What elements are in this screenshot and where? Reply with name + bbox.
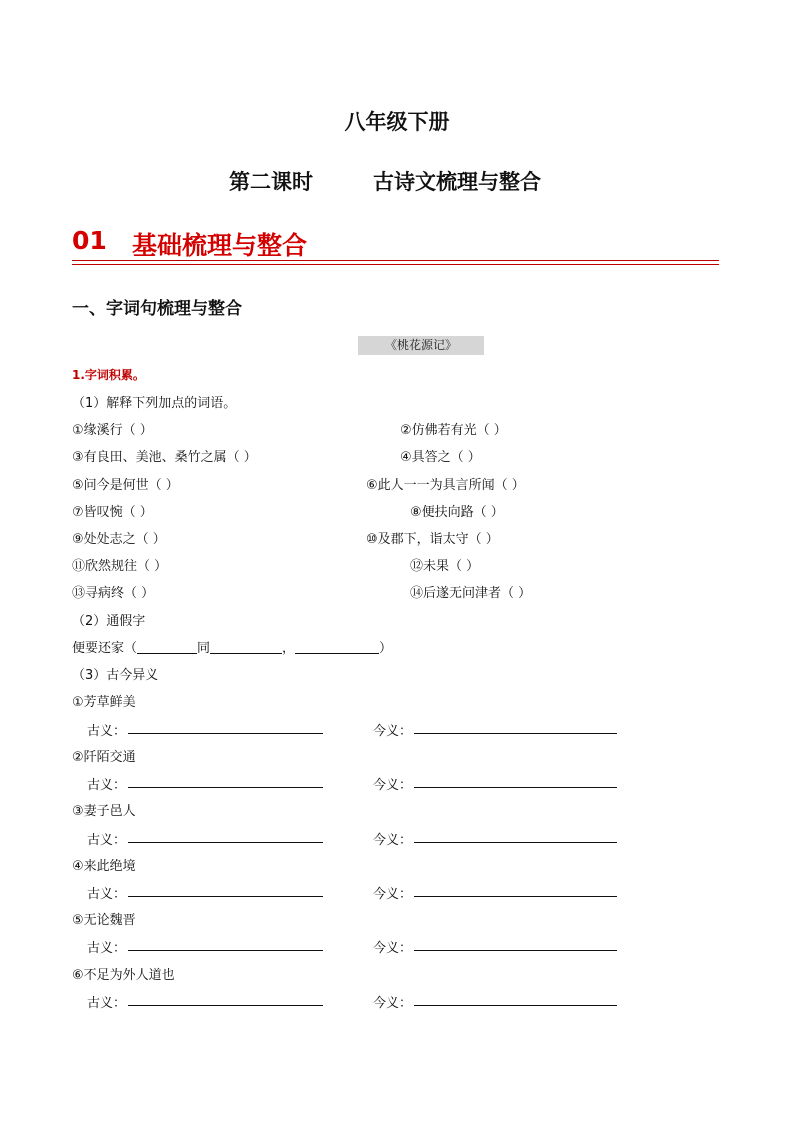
vocab-item: ⑥此人一一为具言所闻（ ） [366,478,525,493]
jin-label: 今义： [373,724,413,739]
lesson-number: 第二课时 [229,170,313,194]
document-title: 八年级下册 [344,110,450,134]
jin-label: 今义： [373,887,413,902]
gu-label: 古义： [87,941,127,956]
tongjia-sentence [72,637,392,656]
vocab-item: ①缘溪行（ ） [72,423,153,438]
vocab-item: ③有良田、美池、桑竹之属（ ） [72,450,257,465]
gu-label: 古义： [87,724,127,739]
accumulation-heading: 1.字词积累。 [72,368,145,382]
section-number: 01 [72,226,107,255]
gu-label: 古义： [87,887,127,902]
jin-answer-line[interactable] [414,733,617,734]
gujin-word: ④来此绝境 [72,859,136,874]
gu-label: 古义： [87,778,127,793]
gu-answer-line[interactable] [128,842,323,843]
gujin-word: ⑥不足为外人道也 [72,968,175,983]
vocab-item: ⑨处处志之（ ） [72,532,166,547]
jin-answer-line[interactable] [414,1005,617,1006]
vocab-item: ⑧便扶向路（ ） [410,505,504,520]
jin-answer-line[interactable] [414,950,617,951]
vocab-item: ⑭后遂无问津者（ ） [410,586,532,601]
jin-answer-line[interactable] [414,842,617,843]
section-title: 基础梳理与整合 [132,231,308,260]
tongjia-blank-1[interactable] [137,640,197,654]
jin-label: 今义： [373,833,413,848]
tongjia-suffix: ） [379,641,393,656]
jin-answer-line[interactable] [414,896,617,897]
jin-label: 今义： [373,996,413,1011]
vocab-item: ⑬寻病终（ ） [72,586,155,601]
section-divider [72,260,719,261]
vocab-item: ⑪欣然规往（ ） [72,559,168,574]
gu-answer-line[interactable] [128,896,323,897]
gu-answer-line[interactable] [128,1005,323,1006]
jin-label: 今义： [373,778,413,793]
gu-answer-line[interactable] [128,733,323,734]
tongjia-comma: ， [282,641,296,656]
vocab-item: ⑦皆叹惋（ ） [72,505,153,520]
question-1-prompt: （1）解释下列加点的词语。 [72,396,237,411]
jin-answer-line[interactable] [414,787,617,788]
text-title-tag: 《桃花源记》 [358,336,484,355]
tongjia-blank-3[interactable] [295,640,379,654]
gujin-word: ③妻子邑人 [72,804,136,819]
question-3-prompt: （3）古今异义 [72,668,159,683]
part-heading: 一、字词句梳理与整合 [72,299,242,319]
gujin-word: ①芳草鲜美 [72,695,136,710]
gu-answer-line[interactable] [128,787,323,788]
gujin-word: ②阡陌交通 [72,750,136,765]
gu-label: 古义： [87,833,127,848]
section-divider-thin [72,264,719,265]
gu-label: 古义： [87,996,127,1011]
gu-answer-line[interactable] [128,950,323,951]
vocab-item: ②仿佛若有光（ ） [400,423,507,438]
vocab-item: ④具答之（ ） [400,450,481,465]
vocab-item: ⑩及郡下，诣太守（ ） [366,532,499,547]
gujin-word: ⑤无论魏晋 [72,913,136,928]
lesson-title: 古诗文梳理与整合 [373,170,541,194]
vocab-item: ⑤问今是何世（ ） [72,478,179,493]
question-2-prompt: （2）通假字 [72,614,146,629]
tongjia-middle: 同 [197,641,211,656]
jin-label: 今义： [373,941,413,956]
tongjia-prefix: 便要还家（ [72,641,138,656]
tongjia-blank-2[interactable] [210,640,282,654]
vocab-item: ⑫未果（ ） [410,559,480,574]
